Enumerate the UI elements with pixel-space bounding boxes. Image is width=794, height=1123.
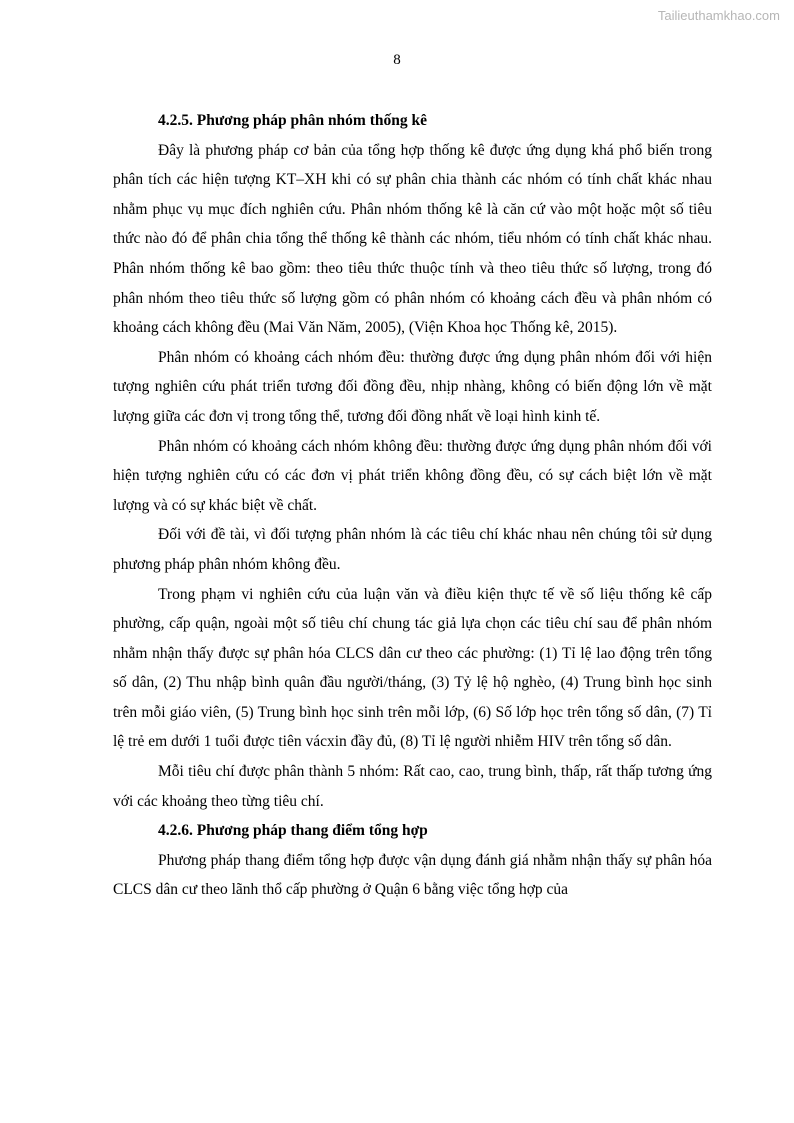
paragraph: Phương pháp thang điểm tổng hợp được vận dụng đánh giá nhằm nhận thấy sự phân hóa CLCS dân cư theo lãnh thổ cấp phường ở Quận 6 bằng việc tổng hợp của bbox=[113, 851, 712, 899]
paragraph: Đối với đề tài, vì đối tượng phân nhóm là các tiêu chí khác nhau nên chúng tôi sử dụng phương pháp phân nhóm không đều. bbox=[113, 526, 712, 573]
section-heading: 4.2.5. Phương pháp phân nhóm thống kê bbox=[158, 112, 427, 129]
section-heading: 4.2.6. Phương pháp thang điểm tổng hợp bbox=[158, 822, 428, 840]
page-number: 8 bbox=[393, 52, 401, 68]
paragraph: Mỗi tiêu chí được phân thành 5 nhóm: Rất cao, cao, trung bình, thấp, rất thấp tương ứng với các khoảng theo từng tiêu chí. bbox=[113, 763, 712, 810]
document-body bbox=[113, 106, 712, 905]
paragraph: Phân nhóm có khoảng cách nhóm đều: thường được ứng dụng phân nhóm đối với hiện tượng nghiên cứu phát triển tương đối đồng đều, nhịp nhàng, không có biến động lớn về mặt lượng giữa các đơn vị trong tổng thể, tương đối đồng nhất về loại hình kinh tế. bbox=[113, 348, 712, 425]
paragraph: Phân nhóm có khoảng cách nhóm không đều: thường được ứng dụng phân nhóm đối với hiện tượng nghiên cứu có các đơn vị phát triển không đồng đều, có sự cách biệt lớn về mặt lượng và có sự khác biệt về chất. bbox=[113, 437, 712, 514]
paragraph: Đây là phương pháp cơ bản của tổng hợp thống kê được ứng dụng khá phổ biến trong phân tích các hiện tượng KT–XH khi có sự phân chia thành các nhóm có tính chất khác nhau nhằm phục vụ mục đích nghiên cứu. Phân nhóm thống kê là căn cứ vào một hoặc một số tiêu thức nào đó để phân chia tổng thể thống kê thành các nhóm, tiểu nhóm có tính chất khác nhau. Phân nhóm thống kê bao gồm: theo tiêu thức thuộc tính và theo tiêu thức số lượng, trong đó phân nhóm theo tiêu thức số lượng gồm có phân nhóm có khoảng cách đều và phân nhóm có khoảng cách không đều (Mai Văn Năm, 2005), (Viện Khoa học Thống kê, 2015). bbox=[113, 141, 712, 337]
paragraph: Trong phạm vi nghiên cứu của luận văn và điều kiện thực tế về số liệu thống kê cấp phường, cấp quận, ngoài một số tiêu chí chung tác giả lựa chọn các tiêu chí sau để phân nhóm nhằm nhận thấy được sự phân hóa CLCS dân cư theo các phường: (1) Tỉ lệ lao động trên tổng số dân, (2) Thu nhập bình quân đầu người/tháng, (3) Tỷ lệ hộ nghèo, (4) Trung bình học sinh trên mỗi giáo viên, (5) Trung bình học sinh trên mỗi lớp, (6) Số lớp học trên tổng số dân, (7) Tỉ lệ trẻ em dưới 1 tuổi được tiên vácxin đầy đủ, (8) Tỉ lệ người nhiễm HIV trên tổng số dân. bbox=[113, 585, 712, 751]
watermark: Tailieuthamkhao.com bbox=[657, 8, 780, 23]
